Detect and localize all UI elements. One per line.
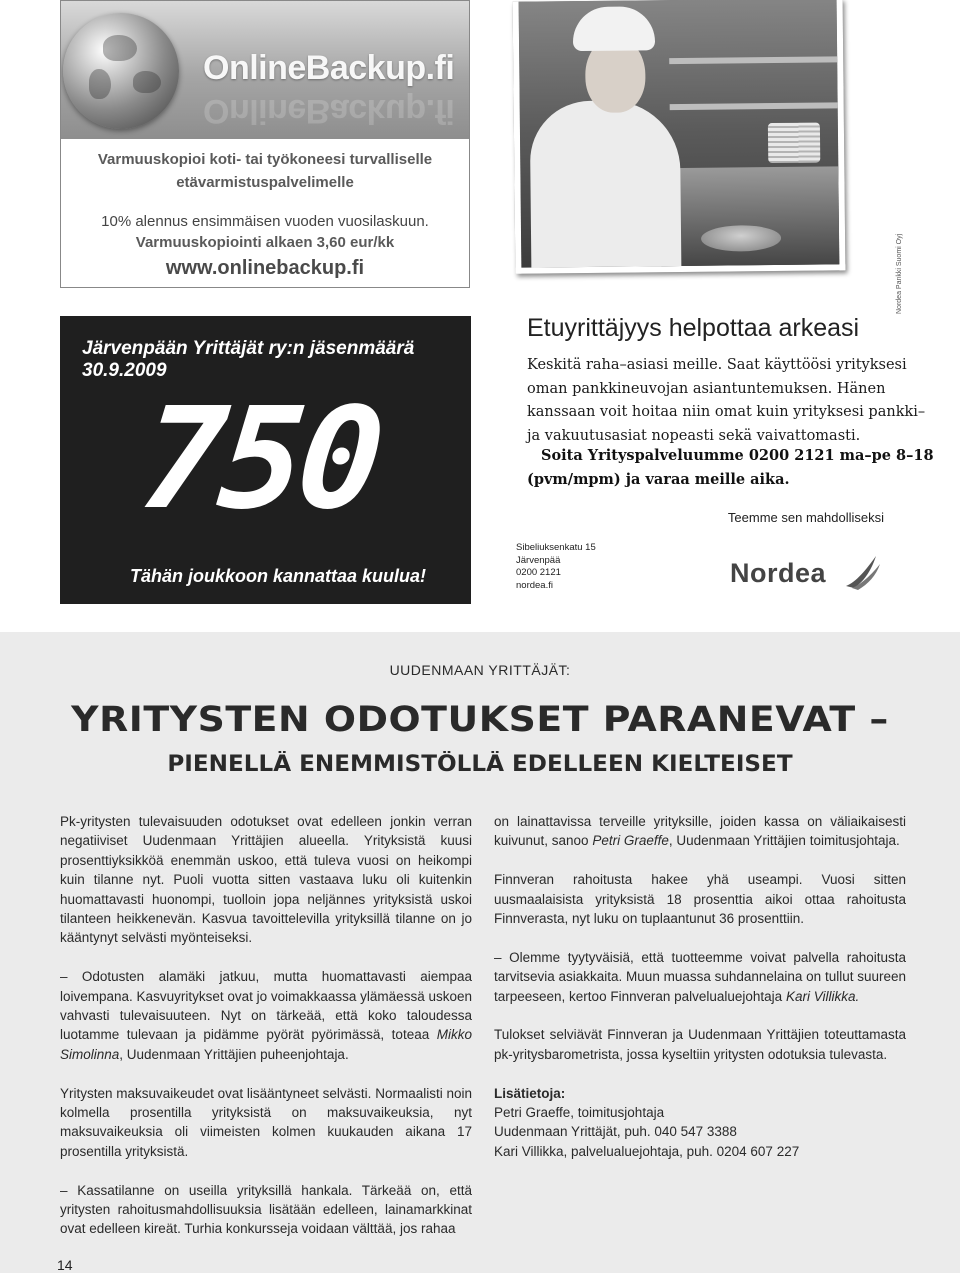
nordea-callout [527,444,934,491]
nordea-ad [494,0,934,604]
member-count-ad [60,316,471,604]
nordea-body-line: Keskitä raha–asiasi meille. Saat käyttöösi yrityksesi [527,357,907,373]
article-section [0,632,960,1273]
article-subheadline: PIENELLÄ ENEMMISTÖLLÄ EDELLEEN KIELTEISET [167,752,793,777]
article-headline: YRITYSTEN ODOTUKSET PARANEVAT – [71,700,889,740]
contact-info-title: Lisätietoja: [494,1085,566,1101]
nordea-callout-line: Soita Yrityspalveluumme 0200 2121 ma–pe 8–18 [541,447,934,464]
onlinebackup-banner [61,1,469,139]
member-count-heading: Järvenpään Yrittäjät ry:n jäsenmäärä 30.9.2009 [82,338,415,381]
article-paragraph: Finnveran rahoitusta hakee yhä useampi. Vuosi sitten uusmaalaisista yrityksistä 18 prosenttia aikoi ottaa rahoitusta Finnverasta, nyt luku on tuplaantunut 36 prosenttiin. [494,872,906,927]
contact-line: Petri Graeffe, toimitusjohtaja [494,1105,665,1121]
onlinebackup-line-2: etävarmistuspalvelimelle [176,174,354,191]
nordea-address-line: Järvenpää [516,554,561,566]
onlinebackup-line-1: Varmuuskopioi koti- tai työkoneesi turvalliselle [97,151,433,168]
nordea-callout-line: (pvm/mpm) ja varaa meille aika. [527,470,790,488]
onlinebackup-url[interactable]: www.onlinebackup.fi [165,257,365,279]
contact-line: Kari Villikka, palvelualuejohtaja, puh. 0204 607 227 [494,1143,800,1159]
onlinebackup-logo-reflection: OnlineBackup.fi [203,92,455,130]
contact-info [494,1084,906,1162]
nordea-body-line: ja vakuutusasiat nopeasti sekä vaivattomasti. [527,427,861,444]
person-name: Petri Graeffe [592,833,669,849]
nordea-body-line: kanssaan voit hoitaa niin omat kuin yrityksesi pankki– [527,404,926,420]
nordea-address [516,542,596,592]
nordea-logo [730,552,884,594]
member-count-slogan: Tähän joukkoon kannattaa kuulua! [130,566,427,586]
nordea-address-line[interactable]: nordea.fi [516,579,553,591]
onlinebackup-price: Varmuuskopiointi alkaen 3,60 eur/kk [135,234,395,251]
nordea-legal-text: Nordea Pankki Suomi Oyj [896,233,903,314]
nordea-body-line: oman pankkineuvojan asiantuntemuksen. Hänen [527,380,886,397]
nordea-wordmark: Nordea [730,558,827,588]
article-paragraph: on lainattavissa terveille yrityksille, joiden kassa on väliaikaisesti kuivunut, sanoo Petri Graeffe, Uudenmaan Yrittäjien toimitusjohtaja. [494,814,906,849]
person-name: Kari Villikka. [785,988,860,1004]
nordea-body [527,354,926,448]
contact-line: Uudenmaan Yrittäjät, puh. 040 547 3388 [494,1124,737,1140]
globe-icon [63,13,179,129]
article-column-right [494,812,906,1181]
member-count-number: 750 [133,378,386,541]
page-number: 14 [57,1257,73,1273]
nordea-address-line: 0200 2121 [516,567,561,578]
sail-icon [842,552,882,592]
article-paragraph: – Kassatilanne on useilla yrityksillä hankala. Tärkeää on, että yritysten rahoitusmahdollisuuksia lisätään edelleen, lainamarkkinat ovat edelleen kireät. Turhia konkursseja voidaan välttää, jos rahaa [60,1182,472,1237]
onlinebackup-logo: OnlineBackup.fi [203,49,455,87]
person-name: Mikko Simolinna [60,1027,472,1062]
onlinebackup-ad [60,0,470,288]
article-column-left [60,812,472,1258]
article-paragraph: – Olemme tyytyväisiä, että tuotteemme voivat palvella rahoitusta tarvitsevia asiakkaita. Muun muassa suhdannelaina on tullut suureen tarpeeseen, kertoo Finnveran palvelualuejohtaja Kari Villikka. [494,949,906,1004]
article-paragraph: Yritysten maksuvaikeudet ovat lisääntyneet selvästi. Normaalisti noin kolmella prosentilla yrityksistä on maksuvaikeuksia, nyt maksuvaikeuksia oli viimeisten kolmen kuukauden aikana 17 prosentilla yrityksistä. [60,1085,472,1159]
nordea-slogan: Teemme sen mahdolliseksi [727,510,884,525]
nordea-title: Etuyrittäjyys helpottaa arkeasi [527,314,860,342]
chef-photo [513,0,846,274]
article-kicker: UUDENMAAN YRITTÄJÄT: [389,662,571,678]
article-paragraph: – Odotusten alamäki jatkuu, mutta huomattavasti aiempaa loivempana. Kasvuyritykset ovat jo voimakkaassa ylämäessä uskoen vahvasti tulevaisuuteen. Nyt on tärkeää, että koko taloudessa luotamme tulevaan ja pidämme pyörät pyörimässä, toteaa Mikko Simolinna, Uudenmaan Yrittäjien puheenjohtaja. [60,969,472,1062]
article-paragraph: Pk-yritysten tulevaisuuden odotukset ovat edelleen jonkin verran negatiiviset Uudenmaan Yrittäjien alueella. Yrityksistä kuusi prosenttiyksikköä enemmän uskoo, että tuleva vuosi on heikompi kuin tilanne nyt. Puoli vuotta sitten vastaava luku oli kuitenkin huomattavasti huonompi, tuolloin jopa neljännes yrityksistä uskoi tilanteen heikkenevän. Kasvua tavoittelevilla yrityksillä tilanne on jo kääntynyt selvästi myönteiseksi. [60,814,472,946]
nordea-address-line: Sibeliuksenkatu 15 [516,542,596,553]
article-paragraph: Tulokset selviävät Finnveran ja Uudenmaan Yrittäjien toteuttamasta pk-yritysbarometrista, jossa kyseltiin yritysten odotuksia tulevasta. [494,1027,906,1062]
onlinebackup-discount: 10% alennus ensimmäisen vuoden vuosilaskuun. [101,213,429,230]
